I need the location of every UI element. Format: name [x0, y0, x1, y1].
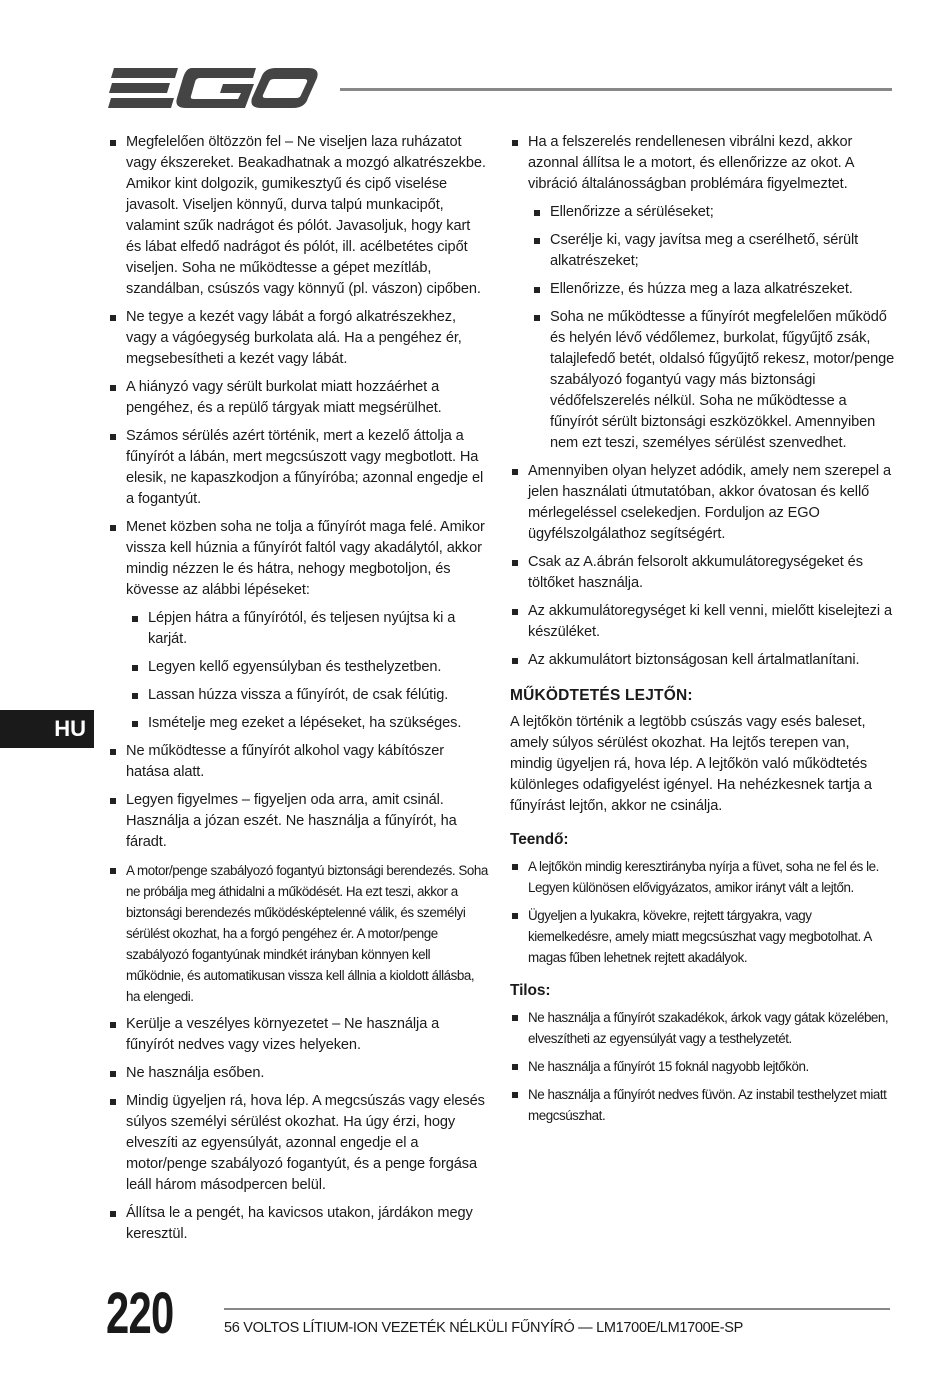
list-item: Kerülje a veszélyes környezetet – Ne használja a fűnyírót nedves vagy vizes helyeken. [108, 1014, 488, 1056]
left-bullet-list [108, 132, 488, 853]
page-number: 220 [106, 1281, 174, 1346]
list-item: Az akkumulátoregységet ki kell venni, mielőtt kiselejtezi a készüléket. [510, 601, 895, 643]
right-bullet-list [510, 132, 895, 671]
list-item: Csak az A.ábrán felsorolt akkumulátoregységeket és töltőket használja. [510, 552, 895, 594]
list-item-text: Ha a felszerelés rendellenesen vibrálni kezd, akkor azonnal állítsa le a motort, és ellenőrizze az okot. A vibráció általánosságban problémára figyelmeztet. [528, 134, 854, 192]
left-column [108, 132, 488, 1252]
list-item: Ne használja a fűnyírót szakadékok, árkok vagy gátak közelében, elveszítheti az egyensúlyát vagy a testhelyzetét. [510, 1007, 895, 1049]
checks-list [530, 202, 895, 454]
footer-rule [224, 1308, 890, 1310]
list-item: A motor/penge szabályozó fogantyú biztonsági berendezés. Soha ne próbálja meg áthidalni a működését. Ha ezt teszi, akkor a biztonsági berendezés működésképtelenné válik, és személyi sérülést okozhat, ha a forgó pengéhez ér. A motor/penge szabályozó fogantyúnak mindkét irányban könnyen kell működnie, és automatikusan vissza kell állnia a kioldott állásba, ha elengedi. [108, 860, 488, 1007]
steps-list [128, 608, 488, 734]
list-item: Állítsa le a pengét, ha kavicsos utakon, járdákon megy keresztül. [108, 1203, 488, 1245]
list-item: Ne tegye a kezét vagy lábát a forgó alkatrészekhez, vagy a vágóegység burkolata alá. Ha a pengéhez ér, megsebesítheti a kezét vagy lábát. [108, 307, 488, 370]
do-heading: Teendő: [510, 831, 569, 848]
sub-list-item: Ismételje meg ezeket a lépéseket, ha szükséges. [128, 713, 488, 734]
list-item-with-checks [510, 132, 895, 454]
sub-list-item: Cserélje ki, vagy javítsa meg a cserélhető, sérült alkatrészeket; [530, 230, 895, 272]
condensed-bullet-list [108, 860, 488, 1007]
sub-list-item: Ellenőrizze a sérüléseket; [530, 202, 895, 223]
sub-list-item: Legyen kellő egyensúlyban és testhelyzetben. [128, 657, 488, 678]
list-item-with-steps [108, 517, 488, 734]
list-item: Legyen figyelmes – figyeljen oda arra, amit csinál. Használja a józan eszét. Ne használja a fűnyírót, ha fáradt. [108, 790, 488, 853]
list-item: Az akkumulátort biztonságosan kell ártalmatlanítani. [510, 650, 895, 671]
list-item: Ügyeljen a lyukakra, kövekre, rejtett tárgyakra, vagy kiemelkedésre, amely miatt megcsúszhat vagy megbotolhat. A magas fűben lehetnek rejtett akadályok. [510, 905, 895, 968]
list-item: Ne használja esőben. [108, 1063, 488, 1084]
do-list [510, 856, 895, 968]
section-paragraph: A lejtőkön történik a legtöbb csúszás vagy esés baleset, amely súlyos sérülést okozhat. Ha lejtős terepen van, mindig ügyeljen rá, hova lép. A lejtőkön való működtetés különleges odafigyelést igényel. Ha nehézkesnek tartja a fűnyírást lejtőn, akkor ne csinálja. [510, 714, 872, 814]
right-column [510, 132, 895, 1133]
list-item: Mindig ügyeljen rá, hova lép. A megcsúszás vagy elesés súlyos személyi sérülést okozhat. Ha úgy érzi, hogy elveszíti az egyensúlyát, azonnal engedje el a motor/penge szabályozó fogantyút, és a penge forgása leáll három másodpercen belül. [108, 1091, 488, 1196]
list-item-text: Menet közben soha ne tolja a fűnyírót maga felé. Amikor vissza kell húznia a fűnyírót faltól vagy akadálytól, akkor mindig nézzen le és hátra, nehogy megbotoljon, és kövesse az alábbi lépéseket: [126, 519, 485, 598]
sub-list-item: Ellenőrizze, és húzza meg a laza alkatrészeket. [530, 279, 895, 300]
list-item: A lejtőkön mindig keresztirányba nyírja a füvet, soha ne fel és le. Legyen különösen elővigyázatos, amikor irányt vált a lejtőn. [510, 856, 895, 898]
list-item: Számos sérülés azért történik, mert a kezelő áttolja a fűnyírót a lábán, mert megcsúszott vagy megbotlott. Ha elesik, ne kapaszkodjon a fűnyíróba; azonnal engedje el a fogantyút. [108, 426, 488, 510]
language-tab: HU [0, 710, 94, 748]
left-bullet-list-end [108, 1014, 488, 1245]
list-item: Ne használja a fűnyírót nedves füvön. Az instabil testhelyzet miatt megcsúszhat. [510, 1084, 895, 1126]
ego-logo [108, 64, 320, 112]
sub-list-item: Soha ne működtesse a fűnyírót megfelelően működő és helyén lévő védőlemez, burkolat, fűgyűjtő zsák, talajlefedő betét, oldalsó fűgyűjtő rekesz, motor/penge szabályozó fogantyú vagy más biztonsági védőfelszerelés nélkül. Soha ne működtesse a fűnyírót sérült biztonsági eszközökkel. Amennyiben nem ezt teszi, személyes sérülést szenvedhet. [530, 307, 895, 454]
list-item: A hiányzó vagy sérült burkolat miatt hozzáérhet a pengéhez, és a repülő tárgyak miatt megsérülhet. [108, 377, 488, 419]
section-heading-slopes: MŰKÖDTETÉS LEJTŐN: [510, 687, 693, 704]
dont-list [510, 1007, 895, 1126]
dont-heading: Tilos: [510, 982, 551, 999]
list-item: Ne használja a fűnyírót 15 foknál nagyobb lejtőkön. [510, 1056, 895, 1077]
header-rule [340, 88, 892, 91]
list-item: Megfelelően öltözzön fel – Ne viseljen laza ruházatot vagy ékszereket. Beakadhatnak a mozgó alkatrészekbe. Amikor kint dolgozik, gumikesztyű és cipő viselése javasolt. Viseljen könnyű, durva talpú munkacipőt, valamint szűk nadrágot és pólót. Javasoljuk, hogy kart és lábat elfedő nadrágot és pólót, ill. acélbetétes cipőt viseljen. Soha ne működtesse a gépet mezítláb, szandálban, csúszós vagy könnyű (pl. vászon) cipőben. [108, 132, 488, 300]
footer-title: 56 VOLTOS LÍTIUM-ION VEZETÉK NÉLKÜLI FŰNYÍRÓ — LM1700E/LM1700E-SP [224, 1320, 744, 1336]
sub-list-item: Lépjen hátra a fűnyírótól, és teljesen nyújtsa ki a karját. [128, 608, 488, 650]
list-item: Ne működtesse a fűnyírót alkohol vagy kábítószer hatása alatt. [108, 741, 488, 783]
list-item: Amennyiben olyan helyzet adódik, amely nem szerepel a jelen használati útmutatóban, akkor óvatosan és kellő mérlegeléssel cselekedjen. Forduljon az EGO ügyfélszolgálathoz segítségért. [510, 461, 895, 545]
sub-list-item: Lassan húzza vissza a fűnyírót, de csak félútig. [128, 685, 488, 706]
